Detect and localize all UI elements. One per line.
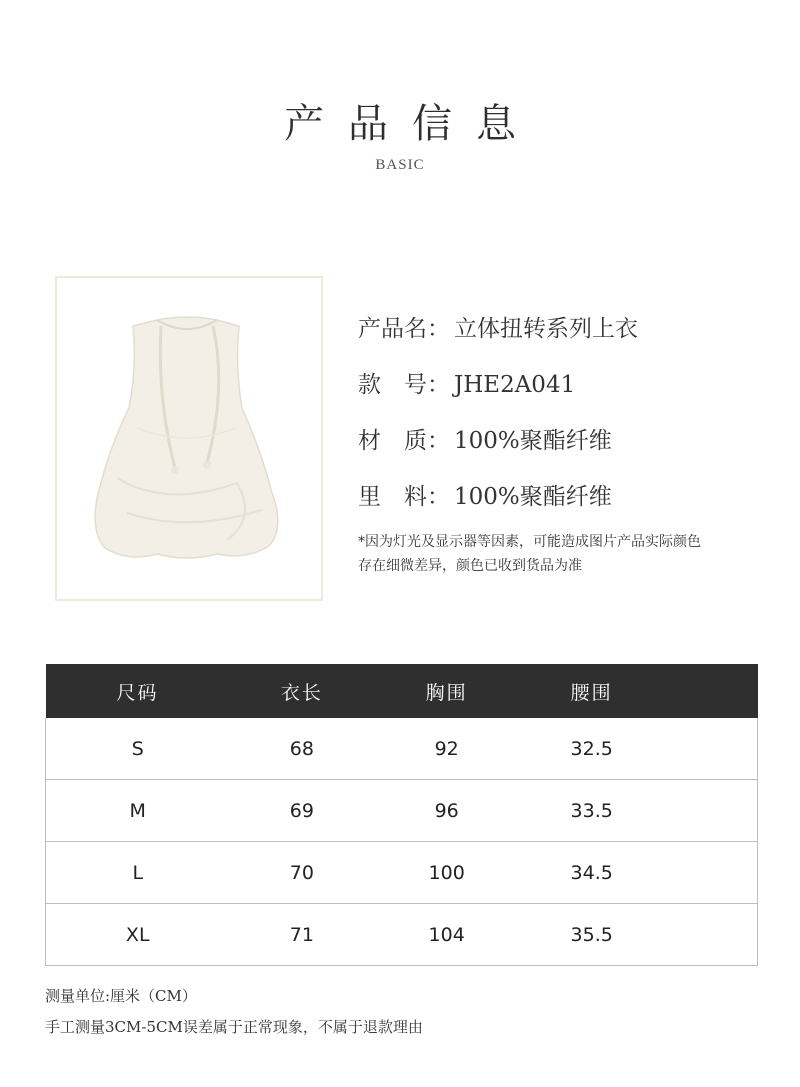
table-cell: 92 bbox=[374, 718, 519, 780]
table-cell bbox=[664, 904, 757, 966]
page-subtitle: BASIC bbox=[375, 157, 425, 173]
info-row-material bbox=[358, 422, 612, 455]
column-header: 腰围 bbox=[519, 664, 664, 718]
note-line: 存在细微差异，颜色已收到货品为准 bbox=[358, 558, 582, 574]
size-table bbox=[45, 664, 758, 966]
table-cell: 34.5 bbox=[519, 842, 664, 904]
info-row-lining bbox=[358, 478, 612, 511]
product-photo-frame bbox=[55, 276, 323, 601]
table-cell: S bbox=[46, 718, 230, 780]
info-label: 材 质： bbox=[358, 428, 450, 454]
table-cell: 33.5 bbox=[519, 780, 664, 842]
table-row bbox=[46, 842, 758, 904]
info-value: 100%聚酯纤维 bbox=[454, 484, 612, 510]
table-row bbox=[46, 904, 758, 966]
table-cell: 70 bbox=[229, 842, 374, 904]
table-cell: L bbox=[46, 842, 230, 904]
info-value: JHE2A041 bbox=[454, 372, 576, 398]
color-disclaimer bbox=[358, 530, 768, 578]
table-cell: XL bbox=[46, 904, 230, 966]
table-cell bbox=[664, 780, 757, 842]
table-cell: 69 bbox=[229, 780, 374, 842]
info-value: 立体扭转系列上衣 bbox=[454, 316, 638, 342]
measurement-error-note: 手工测量3CM-5CM误差属于正常现象，不属于退款理由 bbox=[45, 1018, 423, 1036]
measurement-unit-note: 测量单位:厘米（CM） bbox=[45, 987, 197, 1005]
column-header bbox=[664, 664, 757, 718]
info-label: 里 料： bbox=[358, 484, 450, 510]
column-header: 衣长 bbox=[229, 664, 374, 718]
table-cell bbox=[664, 842, 757, 904]
table-row bbox=[46, 718, 758, 780]
info-label: 产品名： bbox=[358, 316, 450, 342]
table-cell: 96 bbox=[374, 780, 519, 842]
table-cell: 104 bbox=[374, 904, 519, 966]
info-row-style-no bbox=[358, 366, 575, 399]
table-cell: 100 bbox=[374, 842, 519, 904]
table-cell: 35.5 bbox=[519, 904, 664, 966]
table-cell: 32.5 bbox=[519, 718, 664, 780]
note-line: *因为灯光及显示器等因素，可能造成图片产品实际颜色 bbox=[358, 534, 701, 550]
table-header-row bbox=[46, 664, 758, 718]
info-row-name bbox=[358, 310, 638, 343]
product-photo bbox=[57, 278, 321, 599]
page-title: 产品信息 bbox=[284, 101, 540, 147]
table-row bbox=[46, 780, 758, 842]
table-cell bbox=[664, 718, 757, 780]
table-cell: M bbox=[46, 780, 230, 842]
table-cell: 71 bbox=[229, 904, 374, 966]
table-cell: 68 bbox=[229, 718, 374, 780]
column-header: 尺码 bbox=[46, 664, 230, 718]
info-label: 款 号： bbox=[358, 372, 450, 398]
info-value: 100%聚酯纤维 bbox=[454, 428, 612, 454]
column-header: 胸围 bbox=[374, 664, 519, 718]
